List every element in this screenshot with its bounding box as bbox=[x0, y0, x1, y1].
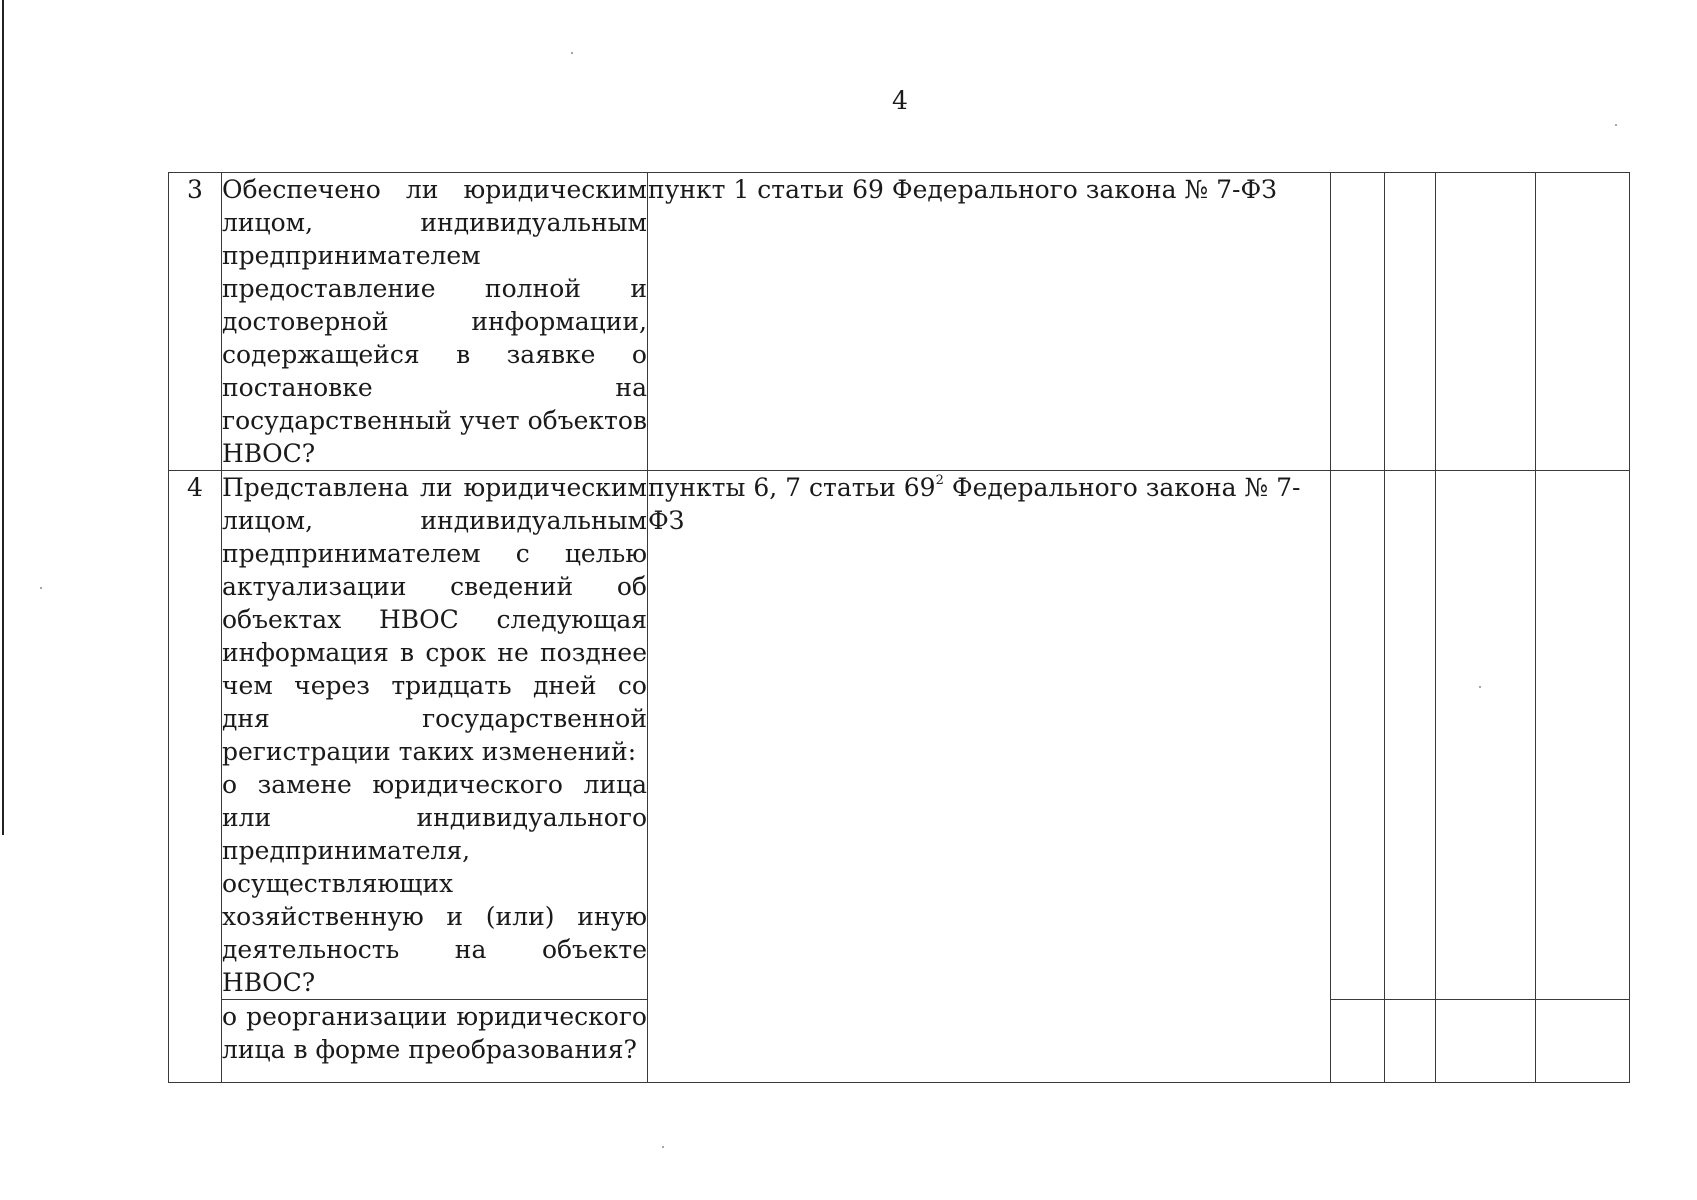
question-cell: Обеспечено ли юридическим лицом, индивидуальным предпринимателем предоставление полной и достоверной информации, содержащейся в заявке о постановке на государственный учет объектов НВОС? bbox=[222, 173, 648, 471]
question-cell bbox=[222, 471, 648, 1000]
row-number: 4 bbox=[169, 471, 222, 1083]
legal-basis-cell bbox=[648, 471, 1331, 1083]
question-cell: о реорганизации юридического лица в форме преобразования? bbox=[222, 1000, 648, 1083]
answer-cell-no bbox=[1385, 173, 1436, 471]
scan-edge bbox=[2, 0, 4, 835]
answer-cell-note bbox=[1536, 1000, 1630, 1083]
answer-cell-not-applicable bbox=[1436, 1000, 1536, 1083]
answer-cell-not-applicable bbox=[1436, 471, 1536, 1000]
legal-basis-suffix: Федерального закона № 7-ФЗ bbox=[648, 473, 1301, 535]
answer-cell-no bbox=[1385, 471, 1436, 1000]
scan-speck bbox=[40, 587, 42, 589]
answer-cell-yes bbox=[1331, 1000, 1385, 1083]
answer-cell-yes bbox=[1331, 471, 1385, 1000]
page-number: 4 bbox=[892, 86, 908, 115]
answer-cell-note bbox=[1536, 173, 1630, 471]
question-intro: Представлена ли юридическим лицом, индивидуальным предпринимателем с целью актуализации сведений об объектах НВОС следующая информация в срок не позднее чем через тридцать дней со дня государственной регистрации таких изменений: bbox=[222, 473, 647, 766]
scan-speck bbox=[1615, 124, 1617, 126]
answer-cell-not-applicable bbox=[1436, 173, 1536, 471]
table-row bbox=[169, 471, 1630, 1000]
row-number: 3 bbox=[169, 173, 222, 471]
answer-cell-note bbox=[1536, 471, 1630, 1000]
legal-basis-superscript: 2 bbox=[935, 473, 944, 488]
legal-basis-prefix: пункты 6, 7 статьи 69 bbox=[648, 473, 936, 502]
scan-speck bbox=[1479, 686, 1481, 688]
answer-cell-yes bbox=[1331, 173, 1385, 471]
legal-basis-cell: пункт 1 статьи 69 Федерального закона № 7-ФЗ bbox=[648, 173, 1331, 471]
scan-speck bbox=[662, 1146, 664, 1148]
checklist-table bbox=[168, 172, 1630, 1083]
table-row bbox=[169, 173, 1630, 471]
question-item: о замене юридического лица или индивидуального предпринимателя, осуществляющих хозяйственную и (или) иную деятельность на объекте НВОС? bbox=[222, 770, 647, 997]
answer-cell-no bbox=[1385, 1000, 1436, 1083]
scan-speck bbox=[571, 52, 573, 54]
